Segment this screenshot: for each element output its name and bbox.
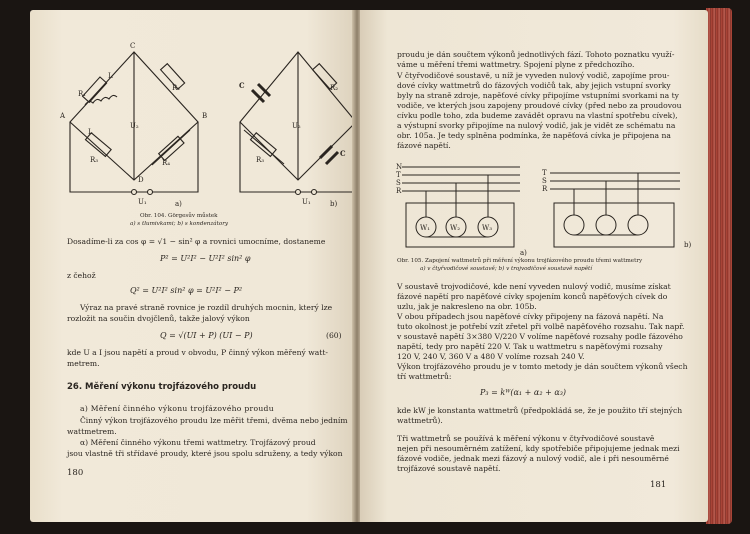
- text-line: wattmetrů).: [397, 416, 443, 425]
- page-number-right: 181: [650, 480, 667, 490]
- label-R2: R₂: [172, 84, 181, 92]
- section-heading: 26. Měření výkonu trojfázového proudu: [67, 382, 257, 392]
- label-R3: R₃: [90, 156, 99, 164]
- paragraph-3-line-2: rozložit na součin dvojčlenů, takže jalový výkon: [67, 314, 250, 323]
- text-line: byly na straně zdroje, napěťové cívky připojíme vstupními svorkami na ty: [397, 91, 679, 100]
- label-R2: R: [542, 185, 548, 193]
- paragraph-6-line-1: α) Měření činného výkonu třemi wattmetry. Trojfázový proud: [80, 438, 316, 447]
- label-R2b: R₂: [330, 84, 339, 92]
- figure-104-caption: Obr. 104. Görgesův můstek: [140, 213, 218, 219]
- figure-105-wattmeter-diagrams: [360, 155, 708, 255]
- paragraph-4-line-2: metrem.: [67, 359, 100, 368]
- label-L1: L: [108, 72, 113, 80]
- text-line: tuto okolnost je potřebí vzít zřetel při volbě napěťového rozsahu. Tak např.: [397, 322, 685, 331]
- label-T: T: [396, 171, 401, 179]
- figure-105-subcaption: a) v čtyřvodičové soustavě; b) v trojvodičové soustavě napětí: [420, 266, 593, 272]
- text-line: kde kW je konstanta wattmetrů (předpokládá se, že je použito tří stejných: [397, 406, 683, 415]
- page-number-left: 180: [67, 468, 84, 478]
- paragraph-2: z čehož: [67, 271, 96, 280]
- label-a: a): [175, 200, 182, 208]
- text-line: napětí, tedy pro napětí 220 V. Tak u wattmetru s napěťovými rozsahy: [397, 342, 663, 351]
- label-R1: R₁: [78, 90, 87, 98]
- text-line: dové cívky wattmetrů do fázových vodičů tak, aby jejich vstupní svorky: [397, 81, 671, 90]
- right-page: [360, 10, 708, 522]
- text-line: Tři wattmetrů se používá k měření výkonu v čtyřvodičové soustavě: [397, 434, 655, 443]
- label-W2: W₂: [450, 224, 461, 232]
- text-line: Výkon trojfázového proudu je v tomto metody je dán součtem výkonů všech: [397, 362, 688, 371]
- label-N: N: [396, 163, 403, 171]
- label-S2: S: [542, 177, 547, 185]
- label-U1: U₁: [138, 198, 147, 206]
- label-b: b): [684, 241, 692, 249]
- text-line: tří wattmetrů:: [397, 372, 452, 381]
- label-T2: T: [542, 169, 547, 177]
- label-C-right: C: [340, 149, 346, 158]
- page-edges: [706, 8, 732, 524]
- equation-3: Q = √(UI + P) (UI − P): [160, 331, 253, 340]
- text-line: cívku podle toho, zda budeme zavádět opravu na vlastní spotřebu cívek),: [397, 111, 678, 120]
- label-a: a): [520, 249, 527, 257]
- label-R: R: [396, 187, 402, 195]
- paragraph-6-line-2: jsou vlastně tři střídavé proudy, které jsou spolu sdruženy, a tedy výkon: [67, 449, 343, 458]
- label-U1b: U₁: [302, 198, 311, 206]
- figure-104-subcaption: a) s tlumivkami; b) s kondenzátory: [130, 221, 229, 227]
- text-line: V obou případech jsou napěťové cívky připojeny na fázová napětí. Na: [397, 312, 664, 321]
- text-line: trojfázové soustavě napětí.: [397, 464, 501, 473]
- text-line: vodiče, ve kterých jsou zapojeny proudové cívky (před nebo za proudovou: [397, 101, 682, 110]
- text-line: proudu je dán součtem výkonů jednotlivých fází. Tohoto poznatku využí-: [397, 50, 675, 59]
- label-W1: W₁: [420, 224, 431, 232]
- label-C-left: C: [239, 81, 245, 90]
- subheading-a: a) Měření činného výkonu trojfázového proudu: [80, 404, 274, 413]
- text-line: váme u měření třemi wattmetry. Spojení plyne z předchozího.: [397, 60, 635, 69]
- text-line: V soustavě trojvodičové, kde není vyveden nulový vodič, musíme získat: [397, 282, 671, 291]
- text-line: v soustavě napětí 3×380 V/220 V volíme napěťové rozsahy podle fázového: [397, 332, 683, 341]
- label-R3b: R₃: [256, 156, 265, 164]
- paragraph-5-line-1: Činný výkon trojfázového proudu lze měřit třemi, dvěma nebo jedním: [80, 416, 348, 425]
- label-C: C: [130, 42, 136, 50]
- text-line: uzlu, jak je nakresleno na obr. 105b.: [397, 302, 537, 311]
- label-B: B: [202, 112, 208, 120]
- paragraph-4-line-1: kde U a I jsou napětí a proud v obvodu, P činný výkon měřený watt-: [67, 348, 328, 357]
- equation-p3: P₃ = kᵂ(α₁ + α₂ + α₃): [480, 388, 567, 397]
- label-A: A: [60, 112, 66, 120]
- text-line: fázové napětí pro napěťové cívky spojením konců napěťových cívek do: [397, 292, 668, 301]
- paragraph-1: Dosadíme-li za cos φ = √1 − sin² φ a rovnici umocníme, dostaneme: [67, 237, 326, 246]
- figure-105-caption: Obr. 105. Zapojení wattmetrů při měření výkonu trojfázového proudu třemi wattmetry: [397, 258, 643, 264]
- equation-2: Q² = U²I² sin² φ = U²I² − P²: [130, 286, 243, 295]
- label-S: S: [396, 179, 401, 187]
- label-L2: L: [88, 128, 93, 136]
- left-page: [30, 10, 355, 522]
- label-R4: R₄: [162, 159, 171, 167]
- text-line: nejen při nesouměrném zatížení, kdy spotřebiče připojujeme jednak mezi: [397, 444, 680, 453]
- text-line: obr. 105a. Je tedy splněna podmínka, že napěťová cívka je připojena na: [397, 131, 671, 140]
- label-U2b: U₂: [292, 122, 301, 130]
- text-line: a výstupní svorky připojíme na nulový vodič, jak je vidět ze schématu na: [397, 121, 676, 130]
- label-b: b): [330, 200, 338, 208]
- text-line: 120 V, 240 V, 360 V a 480 V volíme rozsah 240 V.: [397, 352, 585, 361]
- paragraph-5-line-2: wattmetrem.: [67, 427, 117, 436]
- label-D: D: [138, 176, 144, 184]
- text-line: V čtyřvodičové soustavě, u níž je vyveden nulový vodič, zapojíme prou-: [397, 71, 670, 80]
- label-U2: U₂: [130, 122, 139, 130]
- figure-104-bridge-diagrams: [30, 10, 355, 210]
- label-W3: W₃: [482, 224, 493, 232]
- equation-1: P² = U²I² − U²I² sin² φ: [160, 254, 251, 263]
- equation-3-number: (60): [326, 331, 342, 340]
- text-line: fázové napětí.: [397, 141, 451, 150]
- text-line: fázové vodiče, jednak mezi fázový a nulový vodič, ale i při nesouměrné: [397, 454, 669, 463]
- paragraph-3-line-1: Výraz na pravé straně rovnice je rozdíl druhých mocnin, který lze: [80, 303, 333, 312]
